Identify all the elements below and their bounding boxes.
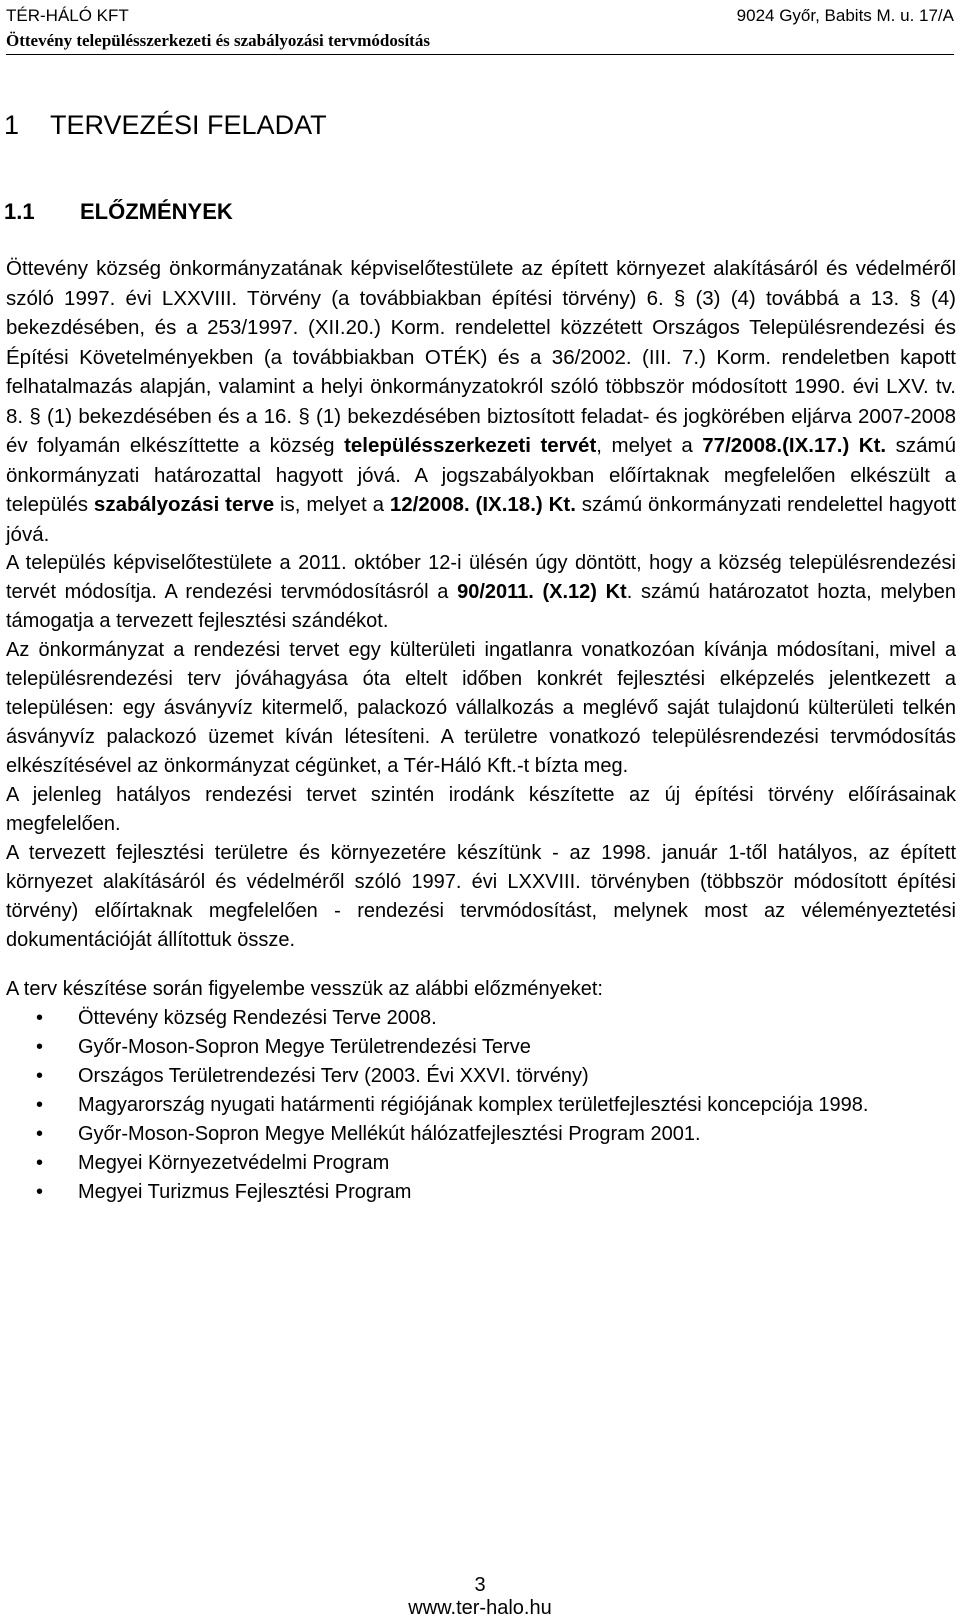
bold-run: településszerkezeti tervét xyxy=(344,434,597,457)
section-heading xyxy=(4,110,327,141)
list-intro: A terv készítése során figyelembe vesszük az alábbi előzményeket: xyxy=(6,978,603,1000)
section-title: TERVEZÉSI FELADAT xyxy=(50,110,327,140)
page-footer xyxy=(0,1574,960,1620)
website-url: www.ter-halo.hu xyxy=(408,1597,552,1619)
bold-run: szabályozási terve xyxy=(93,493,275,516)
text-run: is, melyet a xyxy=(274,493,390,516)
list-item: • Győr-Moson-Sopron Megye Területrendezési Terve xyxy=(6,1033,956,1062)
subsection-heading xyxy=(4,199,233,225)
paragraph-2 xyxy=(6,549,956,636)
precedent-list xyxy=(6,1004,956,1207)
text-run: A település képviselőtestülete a 2011. október 12-i ülésén úgy döntött, hogy a község településrendezési tervét módosítja. A rendezési tervmódosításról a xyxy=(6,552,956,603)
paragraph-5: A tervezett fejlesztési területre és környezetére készítünk - az 1998. január 1-től hatályos, az épített környezet alakításáról és védelméről szóló 1997. évi LXXVIII. törvényben (többször módosított építési törvény) előírtaknak megfelelően - rendezési tervmódosítást, melynek most az véleményeztetési dokumentációját állítottuk össze. xyxy=(6,842,956,951)
subsection-title: ELŐZMÉNYEK xyxy=(80,199,233,224)
subsection-number: 1.1 xyxy=(4,199,35,224)
list-item: • Megyei Környezetvédelmi Program xyxy=(6,1149,956,1178)
spacer xyxy=(6,955,956,975)
paragraph-1 xyxy=(6,254,956,549)
text-run: , melyet a xyxy=(596,434,703,457)
list-item: • Országos Területrendezési Terv (2003. Évi XXVI. törvény) xyxy=(6,1062,956,1091)
list-item: • Magyarország nyugati határmenti régiójának komplex területfejlesztési koncepciója 1998. xyxy=(6,1091,956,1120)
page-number: 3 xyxy=(474,1574,486,1596)
section-number: 1 xyxy=(4,110,20,140)
list-item: • Öttevény község Rendezési Terve 2008. xyxy=(6,1004,956,1033)
paragraph-3: Az önkormányzat a rendezési tervet egy külterületi ingatlanra vonatkozóan kívánja módosítani, mivel a településrendezési terv jóváhagyása óta eltelt időben konkrét fejlesztési elképzelés jelentkezett a településen: egy ásványvíz kitermelő, palackozó vállalkozás a meglévő saját tulajdonú külterületi telkén ásványvíz palackozó üzemet kíván létesíteni. A területre vonatkozó településrendezési tervmódosítás elkészítésével az önkormányzat cégünket, a Tér-Háló Kft.-t bízta meg. xyxy=(6,639,956,777)
list-item: • Megyei Turizmus Fejlesztési Program xyxy=(6,1178,956,1207)
company-name: TÉR-HÁLÓ KFT xyxy=(6,6,129,25)
text-run: számú önkormányzati határozattal hagyott jóvá. A jogszabályokban előírtaknak megfelelően elkészült a település xyxy=(6,434,957,516)
list-item: • Győr-Moson-Sopron Megye Mellékút hálózatfejlesztési Program 2001. xyxy=(6,1120,956,1149)
document-body xyxy=(6,254,956,1207)
bold-run: 90/2011. (X.12) Kt xyxy=(457,581,627,603)
text-run: Öttevény község önkormányzatának képviselőtestülete az épített környezet alakításáról és védelméről szóló 1997. évi LXXVIII. Törvény (a továbbiakban építési törvény) 6. § (3) (4) továbbá a 13. § (4) bekezdésében, és a 253/1997. (XII.20.) Korm. rendelettel közzétett Országos Településrendezési és Építési Követelményekben (a továbbiakban OTÉK) és a 36/2002. (III. 7.) Korm. rendeletben kapott felhatalmazás alapján, valamint a helyi önkormányzatokról szóló többször módosított 1990. évi LXV. tv. 8. § (1) bekezdésében és a 16. § (1) bekezdésében biztosított feladat- és jogkörében eljárva 2007-2008 év folyamán elkészíttette a község xyxy=(6,257,956,457)
page-header xyxy=(6,0,954,55)
company-address: 9024 Győr, Babits M. u. 17/A xyxy=(736,6,954,25)
bold-run: 77/2008.(IX.17.) Kt. xyxy=(702,434,887,457)
text-run: számú önkormányzati rendelettel hagyott jóvá. xyxy=(6,493,957,546)
bold-run: 12/2008. (IX.18.) Kt. xyxy=(389,493,576,516)
paragraph-4: A jelenleg hatályos rendezési tervet szintén irodánk készítette az új építési törvény előírásainak megfelelően. xyxy=(6,784,956,835)
text-run: . számú határozatot hozta, melyben támogatja a tervezett fejlesztési szándékot. xyxy=(6,581,956,632)
document-subtitle: Öttevény településszerkezeti és szabályozási tervmódosítás xyxy=(6,31,430,50)
